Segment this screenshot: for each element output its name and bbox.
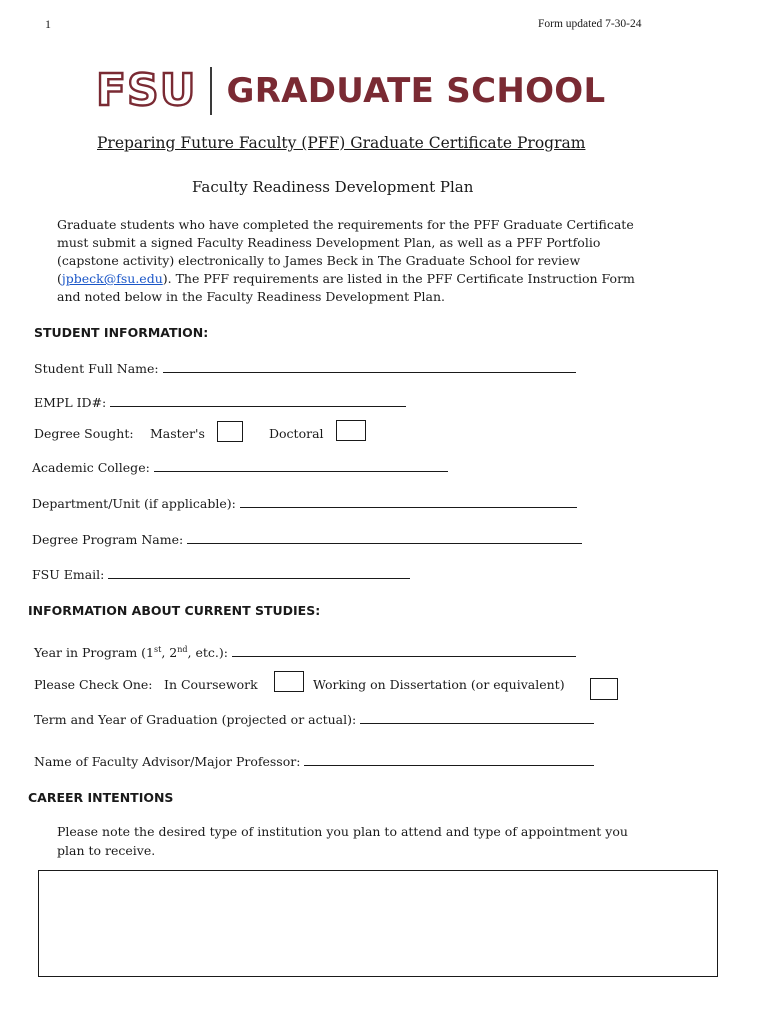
graduation-row xyxy=(34,711,594,727)
doctoral-label: Doctoral xyxy=(269,426,324,441)
empl-id-field[interactable] xyxy=(110,394,406,407)
career-intentions-heading: CAREER INTENTIONS xyxy=(28,790,174,805)
dissertation-checkbox[interactable] xyxy=(590,678,618,700)
degree-program-field[interactable] xyxy=(187,531,582,544)
advisor-row xyxy=(34,753,594,769)
doctoral-checkbox[interactable] xyxy=(336,420,366,441)
full-name-row xyxy=(34,360,576,376)
year-sup-first: st xyxy=(153,644,162,654)
year-label-pre: Year in Program (1 xyxy=(34,645,154,660)
college-label: Academic College: xyxy=(32,460,150,475)
fsu-email-field[interactable] xyxy=(108,566,410,579)
form-updated-date: Form updated 7-30-24 xyxy=(538,18,642,30)
graduation-field[interactable] xyxy=(360,711,594,724)
degree-program-row xyxy=(32,531,582,547)
empl-id-row xyxy=(34,394,406,410)
student-info-heading: STUDENT INFORMATION: xyxy=(34,325,209,340)
career-intentions-textbox[interactable] xyxy=(38,870,718,977)
current-studies-heading: INFORMATION ABOUT CURRENT STUDIES: xyxy=(28,603,321,618)
masters-checkbox[interactable] xyxy=(217,421,243,442)
department-label: Department/Unit (if applicable): xyxy=(32,496,236,511)
full-name-label: Student Full Name: xyxy=(34,361,159,376)
logo-name: GRADUATE SCHOOL xyxy=(226,71,606,111)
full-name-field[interactable] xyxy=(163,360,576,373)
advisor-field[interactable] xyxy=(304,753,594,766)
intro-text-before: Graduate students who have completed the requirements for the PFF Graduate Certificate must submit a signed Faculty Readiness Development Plan, as well as a PFF Portfolio (capstone activity) electronically to James Beck in The Graduate School for review ( xyxy=(57,217,634,286)
fsu-email-label: FSU Email: xyxy=(32,567,105,582)
graduation-label: Term and Year of Graduation (projected or actual): xyxy=(34,712,357,727)
empl-id-label: EMPL ID#: xyxy=(34,395,107,410)
dissertation-label: Working on Dissertation (or equivalent) xyxy=(313,677,565,692)
year-label-mid: , 2 xyxy=(161,645,178,660)
fsu-email-row xyxy=(32,566,410,582)
masters-label: Master's xyxy=(150,426,205,441)
intro-text-after: ). The PFF requirements are listed in the PFF Certificate Instruction Form and noted below in the Faculty Readiness Development Plan. xyxy=(57,271,635,304)
coursework-label: In Coursework xyxy=(164,677,258,692)
department-row xyxy=(32,495,577,511)
coursework-checkbox[interactable] xyxy=(274,671,304,692)
plan-title: Faculty Readiness Development Plan xyxy=(192,178,474,196)
year-in-program-field[interactable] xyxy=(232,644,576,657)
degree-program-label: Degree Program Name: xyxy=(32,532,184,547)
intro-paragraph xyxy=(57,216,657,306)
year-sup-second: nd xyxy=(177,644,188,654)
program-title: Preparing Future Faculty (PFF) Graduate Certificate Program xyxy=(97,134,586,152)
advisor-label: Name of Faculty Advisor/Major Professor: xyxy=(34,754,301,769)
college-row xyxy=(32,459,448,475)
page-number: 1 xyxy=(45,17,51,31)
check-one-label: Please Check One: xyxy=(34,677,153,692)
department-field[interactable] xyxy=(240,495,577,508)
career-instructions: Please note the desired type of institution you plan to attend and type of appointment you plan to receive. xyxy=(57,824,628,858)
year-in-program-row xyxy=(34,644,576,660)
college-field[interactable] xyxy=(154,459,448,472)
year-label-post: , etc.): xyxy=(187,645,228,660)
logo-mark: FSU xyxy=(96,65,197,116)
contact-email-link[interactable]: jpbeck@fsu.edu xyxy=(61,271,163,286)
fsu-graduate-school-logo xyxy=(96,66,605,116)
logo-divider xyxy=(210,67,212,115)
degree-sought-label: Degree Sought: xyxy=(34,426,134,441)
